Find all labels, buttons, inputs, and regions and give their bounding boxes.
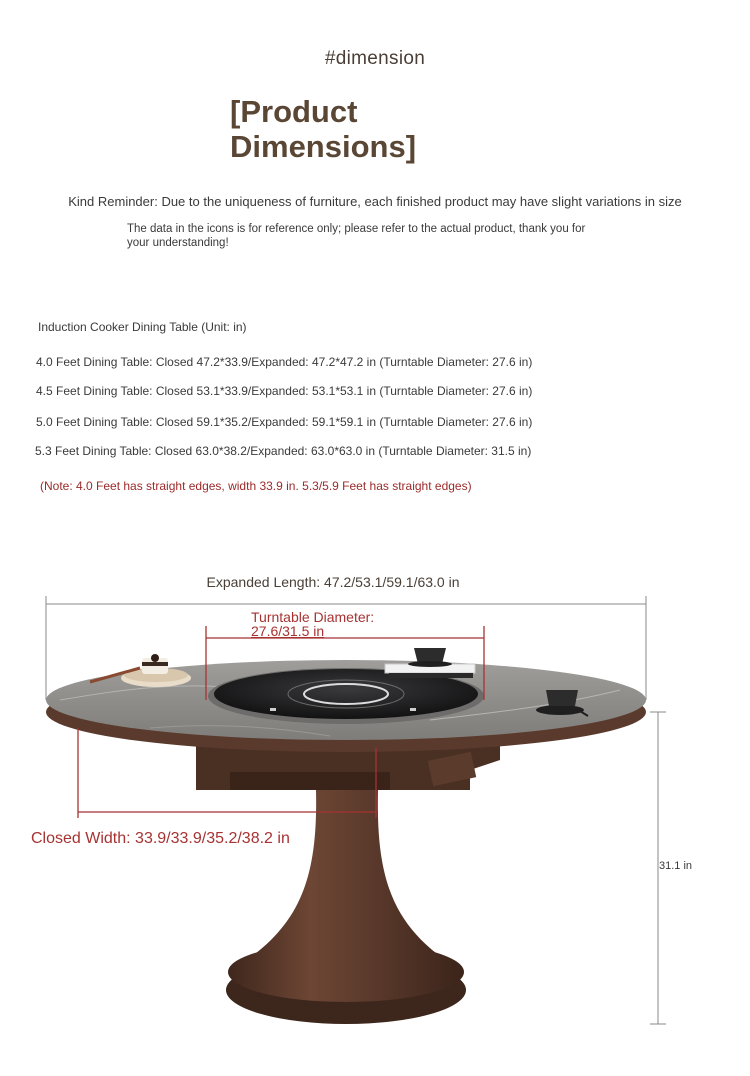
expanded-length-label: Expanded Length: 47.2/53.1/59.1/63.0 in [206, 574, 460, 590]
closed-width-label: Closed Width: 33.9/33.9/35.2/38.2 in [31, 830, 290, 847]
spec-heading: Induction Cooker Dining Table (Unit: in) [38, 320, 247, 334]
reference-note-line-1: The data in the icons is for reference only; please refer to the actual product, thank you for [127, 223, 586, 235]
kind-reminder: Kind Reminder: Due to the uniqueness of furniture, each finished product may have slight variations in size [68, 194, 682, 209]
page-title-line-1: [Product [230, 94, 358, 129]
pedestal-base [226, 790, 466, 1024]
section-tag: #dimension [324, 48, 426, 69]
turntable-diameter-line-1: Turntable Diameter: [251, 609, 375, 625]
reference-note-line-2: your understanding! [127, 237, 229, 249]
page-title-line-2: Dimensions] [230, 129, 417, 164]
turntable-diameter-label [251, 610, 374, 638]
height-label: 31.1 in [659, 860, 693, 872]
spec-item-4-5-feet: 4.5 Feet Dining Table: Closed 53.1*33.9/Expanded: 53.1*53.1 in (Turntable Diameter: 27.6 in) [36, 384, 533, 398]
spec-item-4-0-feet: 4.0 Feet Dining Table: Closed 47.2*33.9/Expanded: 47.2*47.2 in (Turntable Diameter: 27.6 in) [36, 355, 533, 369]
turntable-diameter-line-2: 27.6/31.5 in [251, 623, 325, 639]
edge-note: (Note: 4.0 Feet has straight edges, width 33.9 in. 5.3/5.9 Feet has straight edges) [40, 479, 472, 493]
spec-item-5-3-feet: 5.3 Feet Dining Table: Closed 63.0*38.2/Expanded: 63.0*63.0 in (Turntable Diameter: 31.5 in) [35, 444, 532, 458]
spec-item-5-0-feet: 5.0 Feet Dining Table: Closed 59.1*35.2/Expanded: 59.1*59.1 in (Turntable Diameter: 27.6 in) [36, 415, 533, 429]
